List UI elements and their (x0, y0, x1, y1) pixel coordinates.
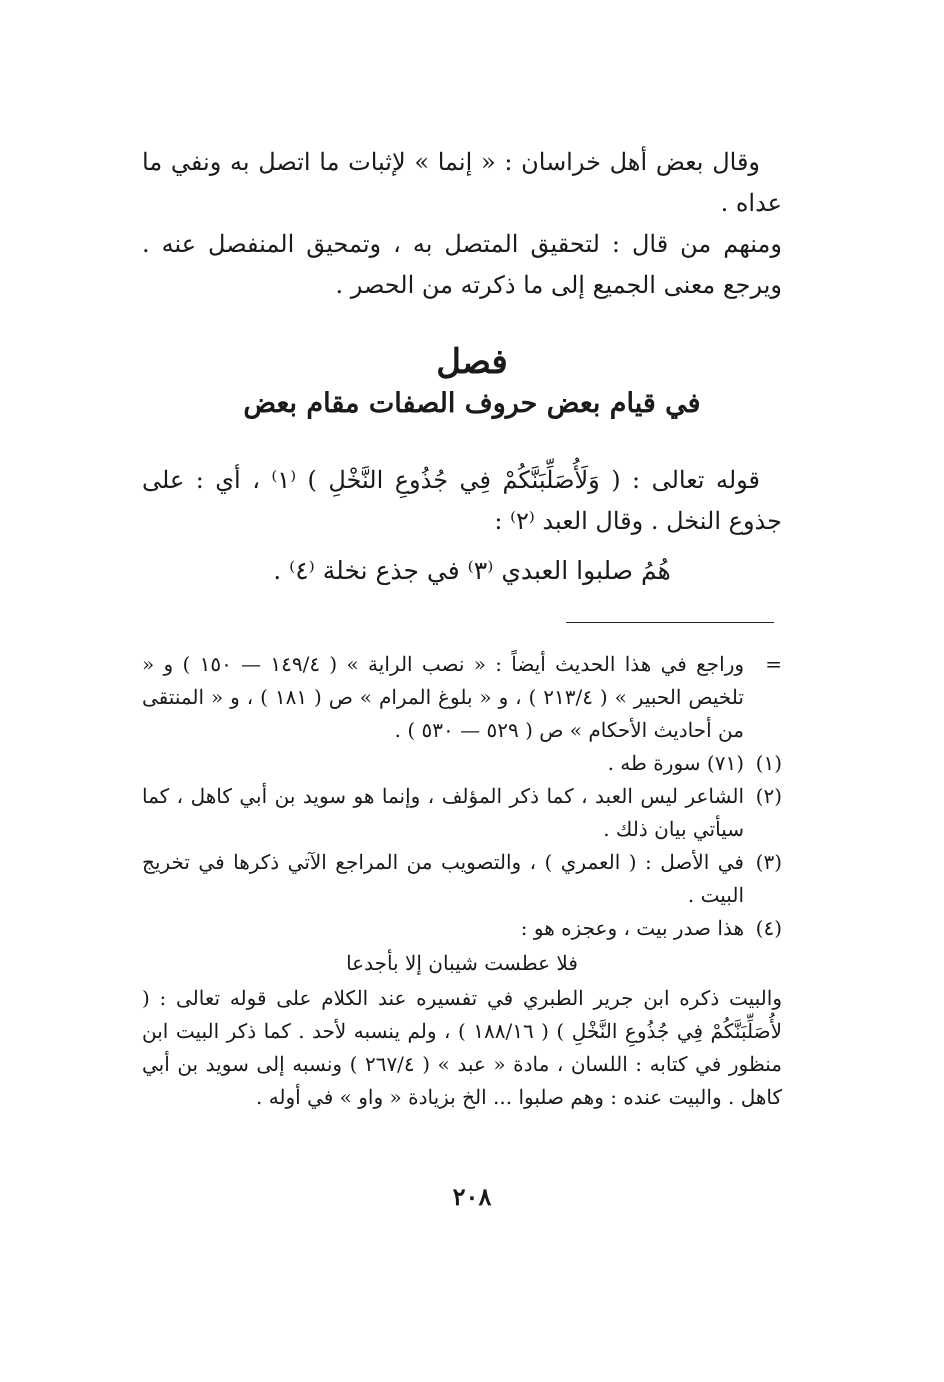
footnote-text: الشاعر ليس العبد ، كما ذكر المؤلف ، وإنما هو سويد بن أبي كاهل ، كما سيأتي بيان ذلك . (142, 784, 744, 841)
footnote-item (142, 780, 782, 846)
footnote-number: (١) (755, 751, 782, 775)
footnote-number: (٢) (755, 784, 782, 808)
footnotes-section (142, 648, 782, 1114)
continuation-mark: = (765, 652, 782, 676)
footnote-item (142, 846, 782, 912)
footnote-number: (٤) (755, 916, 782, 940)
page-number: ٢٠٨ (452, 1182, 492, 1211)
footnote-text: (٧١) سورة طه . (607, 751, 744, 775)
footnote-text: هذا صدر بيت ، وعجزه هو : (520, 916, 744, 940)
footnote-closing-text: والبيت ذكره ابن جرير الطبري في تفسيره عند الكلام على قوله تعالى : ( لأُصَلِّبَنَّكُمْ فِي جُذُوعِ النَّخْلِ ) ( ١٨٨/١٦ ) ، ولم ينسبه لأحد . كما ذكر البيت ابن منظور في كتابه : اللسان ، مادة « عبد » ( ٢٦٧/٤ ) ونسبه إلى سويد بن أبي كاهل . والبيت عنده : وهم صلبوا ... الخ بزيادة « واو » في أوله . (142, 986, 782, 1109)
intro-line-2: ومنهم من قال : لتحقيق المتصل به ، وتمحيق المنفصل عنه . ويرجع معنى الجميع إلى ما ذكرته من الحصر . (142, 230, 782, 299)
footnote-number: (٣) (755, 850, 782, 874)
poetry-verse: هُمُ صلبوا العبدي ⁽٣⁾ في جذع نخلة ⁽٤⁾ . (273, 556, 671, 585)
footnote-poem-line: فلا عطست شيبان إلا بأجدعا (346, 951, 578, 975)
continuation-text: وراجع في هذا الحديث أيضاً : « نصب الراية » ( ١٤٩/٤ — ١٥٠ ) و « تلخيص الحبير » ( ٢١٣/٤ ) ، و « بلوغ المرام » ص ( ١٨١ ) ، و « المنتقى من أحاديث الأحكام » ص ( ٥٢٩ — ٥٣٠ ) . (142, 652, 745, 742)
section-subtitle: في قيام بعض حروف الصفات مقام بعض (243, 388, 701, 419)
body-text: قوله تعالى : ( وَلَأُصَلِّبَنَّكُمْ فِي جُذُوعِ النَّخْلِ ) ⁽١⁾ ، أي : على جذوع النخل . وقال العبد ⁽٢⁾ : (142, 466, 782, 535)
section-title: فصل (436, 342, 508, 382)
footnote-item (142, 912, 782, 945)
footnote-item (142, 747, 782, 780)
intro-line-1: وقال بعض أهل خراسان : « إنما » لإثبات ما اتصل به ونفي ما عداه . (142, 148, 782, 217)
intro-paragraph (142, 142, 782, 306)
footnote-continuation (142, 648, 782, 747)
footnote-divider (566, 622, 774, 623)
body-paragraph (142, 460, 782, 542)
footnote-text: في الأصل : ( العمري ) ، والتصويب من المراجع الآتي ذكرها في تخريج البيت . (142, 850, 744, 907)
